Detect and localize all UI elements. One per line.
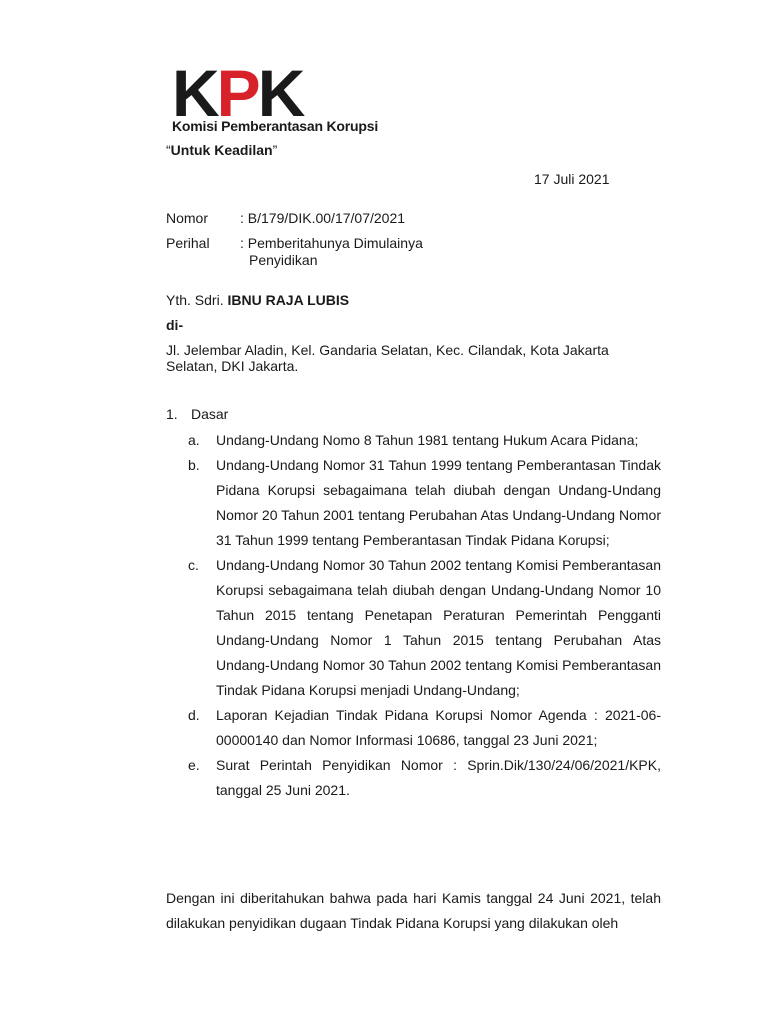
list-item [188,453,661,553]
list-item-text: Surat Perintah Penyidikan Nomor : Sprin.Dik/130/24/06/2021/KPK, tanggal 25 Juni 2021. [216,757,661,798]
list-item [188,703,661,753]
section-number: 1. [166,406,178,422]
kpk-logo-letters [172,56,303,130]
list-item-marker: a. [188,432,200,448]
section-label: Dasar [191,406,229,422]
list-item-text: Undang-Undang Nomor 30 Tahun 2002 tentang Komisi Pemberantasan Korupsi sebagaimana telah diubah dengan Undang-Undang Nomor 10 Tahun 2015 tentang Penetapan Peraturan Pemerintah Pengganti Undang-Undang Nomor 1 Tahun 2015 tentang Perubahan Atas Undang-Undang Nomor 30 Tahun 2002 tentang Komisi Pemberantasan Tindak Pidana Korupsi menjadi Undang-Undang; [216,557,661,698]
list-item [188,553,661,703]
logo-letter-k1: K [172,56,217,130]
motto-text: Untuk Keadilan [170,142,273,158]
logo-subtitle: Komisi Pemberantasan Korupsi [172,118,379,134]
perihal-value-line1: : Pemberitahunya Dimulainya [240,235,423,251]
list-item-text: Undang-Undang Nomor 31 Tahun 1999 tentang Pemberantasan Tindak Pidana Korupsi sebagaimana telah diubah dengan Undang-Undang Nomor 20 Tahun 2001 tentang Perubahan Atas Undang-Undang Nomor 31 Tahun 1999 tentang Pemberantasan Tindak Pidana Korupsi; [216,457,661,548]
perihal-label: Perihal [166,235,210,251]
perihal-value-line2: Penyidikan [249,252,318,268]
list-item [188,428,661,453]
list-item-marker: e. [188,757,200,773]
nomor-value: : B/179/DIK.00/17/07/2021 [240,210,406,226]
list-item-text: Laporan Kejadian Tindak Pidana Korupsi Nomor Agenda : 2021-06-00000140 dan Nomor Informasi 10686, tanggal 23 Juni 2021; [216,707,661,748]
list-item-text: Undang-Undang Nomo 8 Tahun 1981 tentang Hukum Acara Pidana; [216,432,639,448]
logo-letter-p: P [216,56,258,130]
legal-basis-list [188,428,661,803]
motto-close-quote: ” [272,142,278,158]
motto-open-quote: “ [166,142,171,158]
letter-date: 17 Juli 2021 [534,171,610,187]
recipient-prefix: Yth. Sdri. [166,292,228,308]
body-paragraph: Dengan ini diberitahukan bahwa pada hari Kamis tanggal 24 Juni 2021, telah dilakukan penyidikan dugaan Tindak Pidana Korupsi yang dilakukan oleh [166,890,661,931]
logo-letter-k2: K [257,56,303,130]
list-item-marker: c. [188,557,199,573]
recipient-address: Jl. Jelembar Aladin, Kel. Gandaria Selatan, Kec. Cilandak, Kota Jakarta Selatan, DKI Jakarta. [166,342,609,374]
recipient-name: IBNU RAJA LUBIS [227,292,350,308]
nomor-label: Nomor [166,210,209,226]
list-item [188,753,661,803]
di-line: di- [166,317,184,333]
list-item-marker: b. [188,457,200,473]
kpk-logo [172,56,379,136]
recipient [166,292,349,308]
list-item-marker: d. [188,707,200,723]
motto [166,142,277,158]
